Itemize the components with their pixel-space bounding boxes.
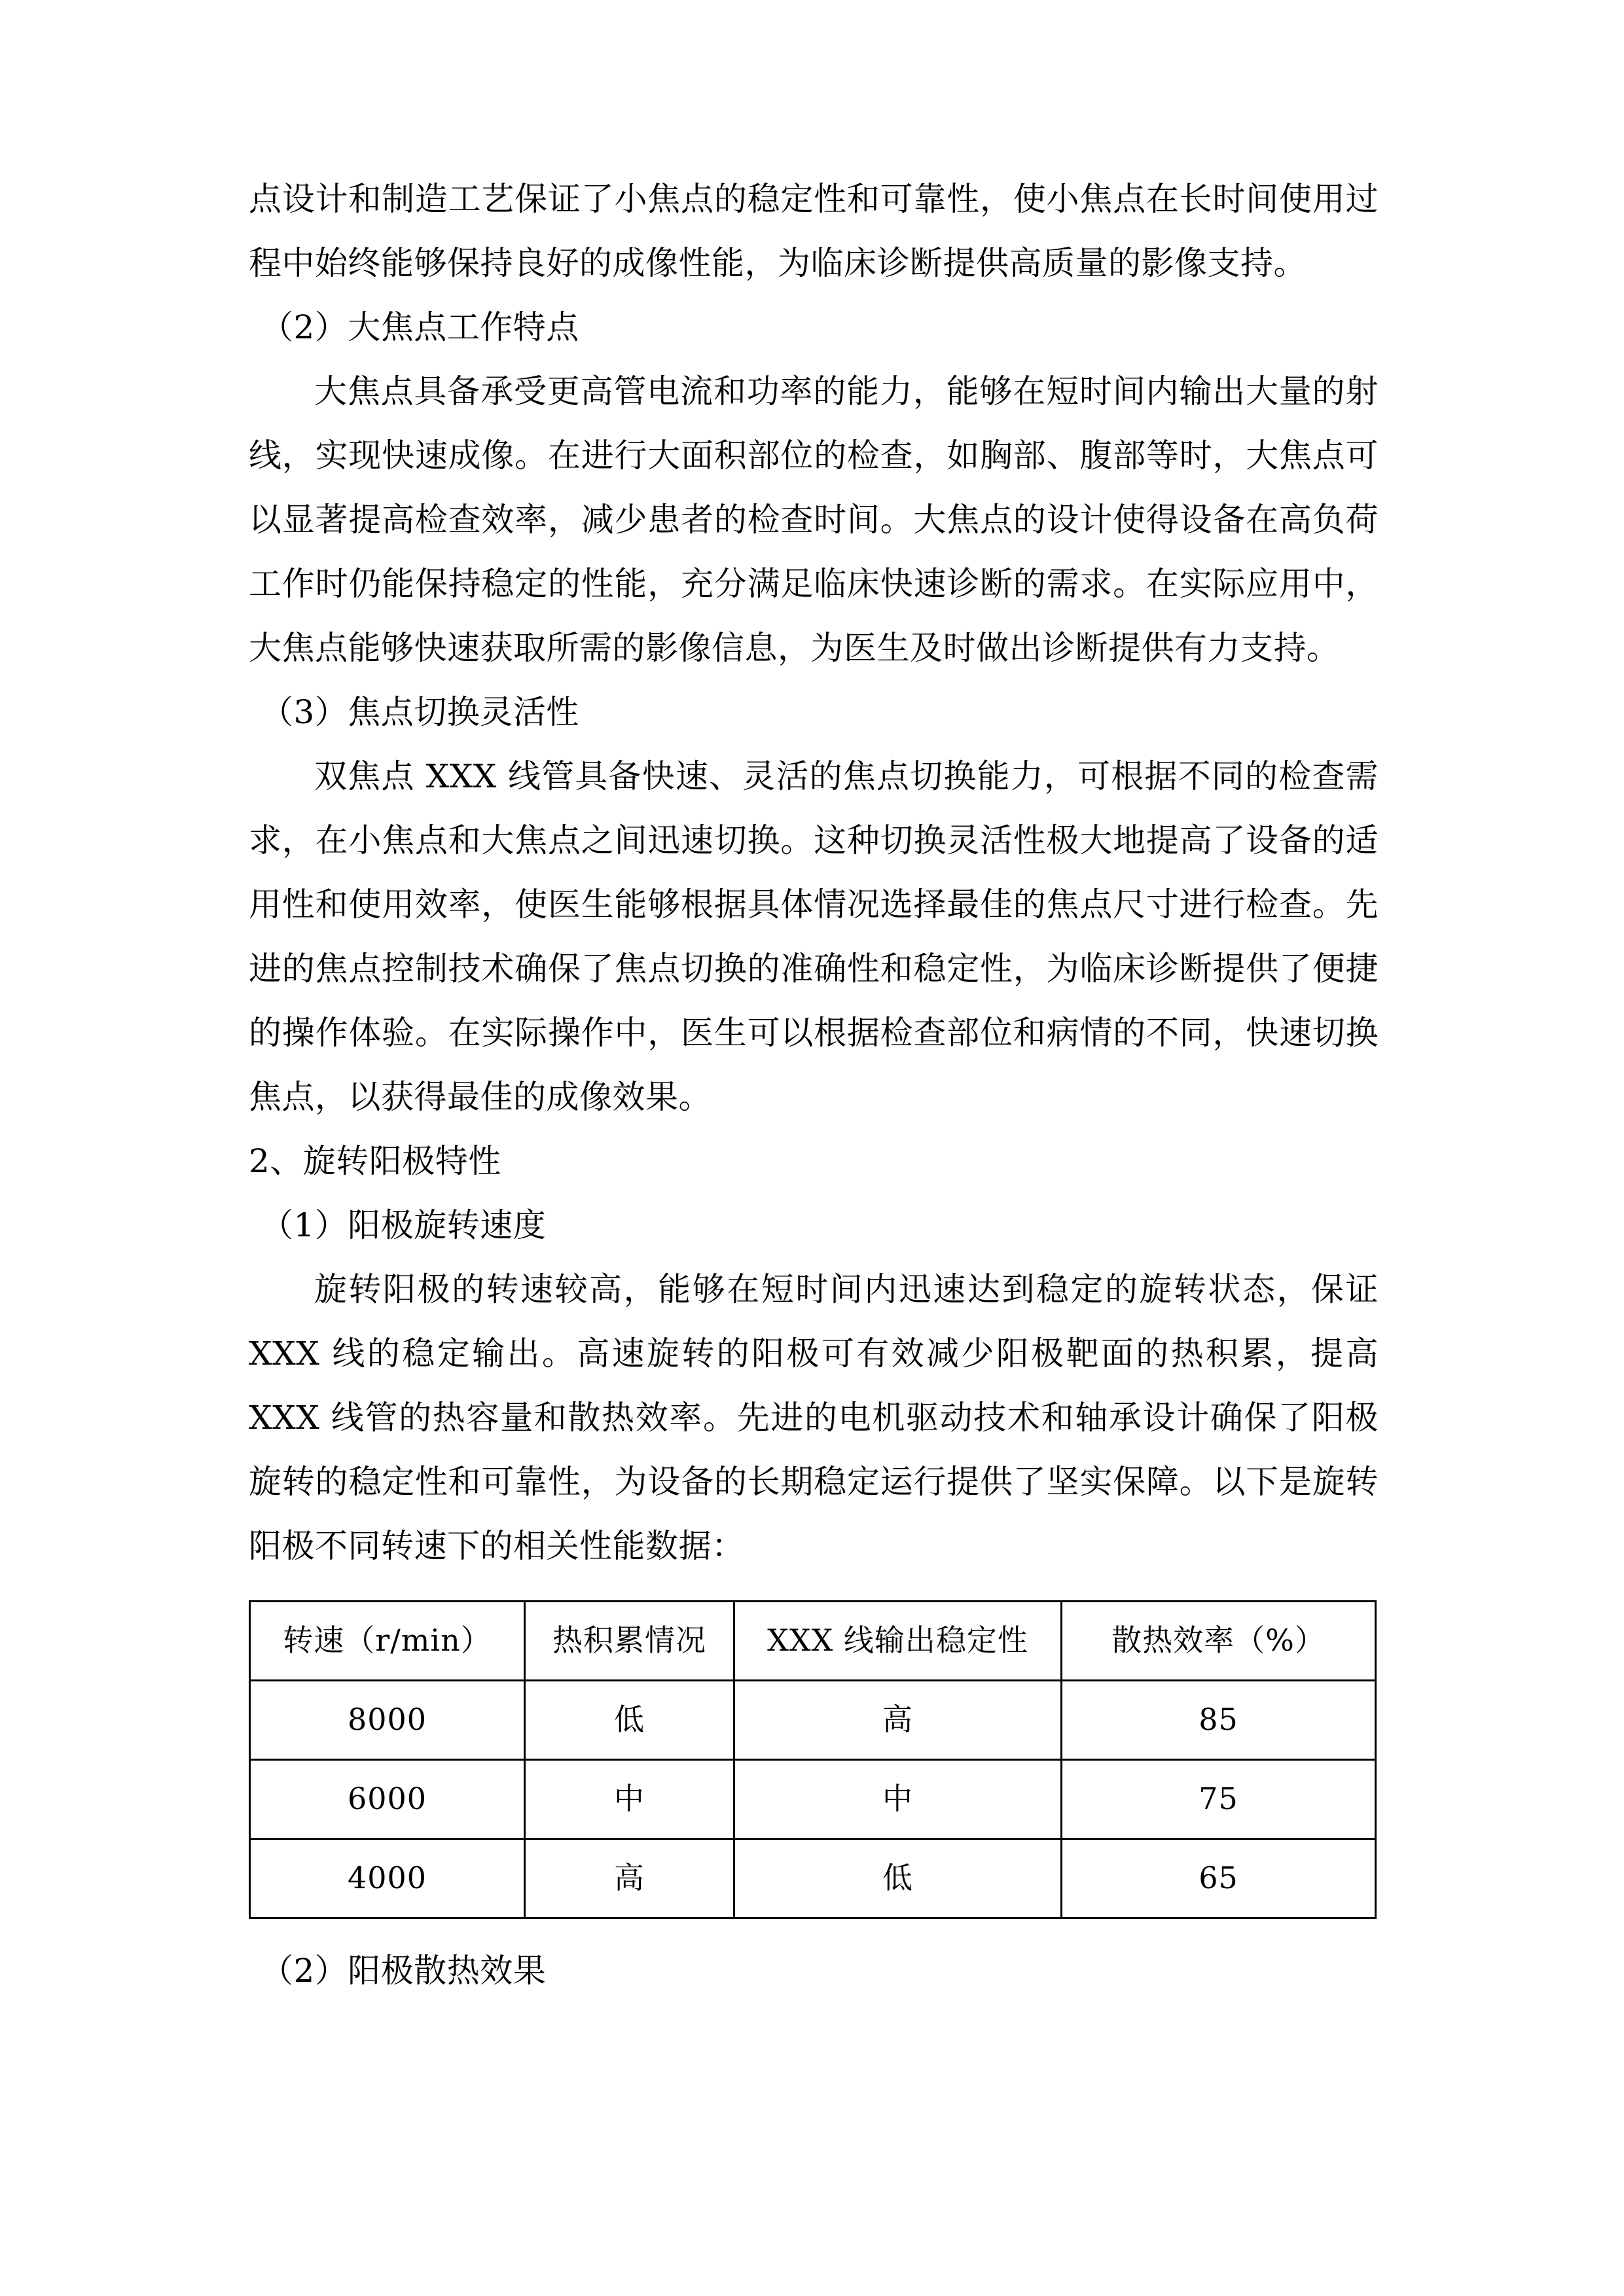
- table-header-cell-heat-dissipation-efficiency: 散热效率（%）: [1062, 1602, 1376, 1681]
- table-row: [250, 1760, 1376, 1839]
- table-cell-output-stability: 中: [734, 1760, 1062, 1839]
- table-cell-output-stability: 高: [734, 1681, 1062, 1760]
- heading-anode-heat-dissipation-effect: （2）阳极散热效果: [261, 1952, 547, 1990]
- table-cell-heat-dissipation-efficiency: 85: [1062, 1681, 1376, 1760]
- anode-speed-performance-table: [249, 1600, 1377, 1919]
- table-cell-heat-accumulation: 高: [525, 1839, 734, 1918]
- heading-large-focus-features: （2）大焦点工作特点: [261, 308, 579, 346]
- heading-focus-switch-flexibility: （3）焦点切换灵活性: [261, 693, 579, 731]
- table-cell-heat-accumulation: 中: [525, 1760, 734, 1839]
- table-cell-speed: 6000: [250, 1760, 525, 1839]
- table-header-cell-heat-accumulation: 热积累情况: [525, 1602, 734, 1681]
- heading-rotating-anode-characteristics: 2、旋转阳极特性: [249, 1142, 501, 1180]
- table-header-cell-speed: 转速（r/min）: [250, 1602, 525, 1681]
- paragraph-anode-rotation-speed: 旋转阳极的转速较高，能够在短时间内迅速达到稳定的旋转状态，保证 XXX 线的稳定输出。高速旋转的阳极可有效减少阳极靶面的热积累，提高 XXX 线管的热容量和散热效率。先进的电机驱动技术和轴承设计确保了阳极旋转的稳定性和可靠性，为设备的长期稳定运行提供了坚实保障。以下是旋转阳极不同转速下的相关性能数据：: [249, 1270, 1379, 1565]
- table-cell-heat-dissipation-efficiency: 75: [1062, 1760, 1376, 1839]
- paragraph-large-focus-features: 大焦点具备承受更高管电流和功率的能力，能够在短时间内输出大量的射线，实现快速成像。在进行大面积部位的检查，如胸部、腹部等时，大焦点可以显著提高检查效率，减少患者的检查时间。大焦点的设计使得设备在高负荷工作时仍能保持稳定的性能，充分满足临床快速诊断的需求。在实际应用中，大焦点能够快速获取所需的影像信息，为医生及时做出诊断提供有力支持。: [249, 372, 1379, 667]
- table-cell-heat-accumulation: 低: [525, 1681, 734, 1760]
- table-cell-heat-dissipation-efficiency: 65: [1062, 1839, 1376, 1918]
- table-header-cell-output-stability: XXX 线输出稳定性: [734, 1602, 1062, 1681]
- table-cell-speed: 8000: [250, 1681, 525, 1760]
- paragraph-small-focus-stability: 点设计和制造工艺保证了小焦点的稳定性和可靠性，使小焦点在长时间使用过程中始终能够保持良好的成像性能，为临床诊断提供高质量的影像支持。: [249, 180, 1379, 282]
- table-row: [250, 1839, 1376, 1918]
- table-cell-speed: 4000: [250, 1839, 525, 1918]
- table-row: [250, 1681, 1376, 1760]
- table-cell-output-stability: 低: [734, 1839, 1062, 1918]
- paragraph-focus-switch-flexibility: 双焦点 XXX 线管具备快速、灵活的焦点切换能力，可根据不同的检查需求，在小焦点和大焦点之间迅速切换。这种切换灵活性极大地提高了设备的适用性和使用效率，使医生能够根据具体情况选择最佳的焦点尺寸进行检查。先进的焦点控制技术确保了焦点切换的准确性和稳定性，为临床诊断提供了便捷的操作体验。在实际操作中，医生可以根据检查部位和病情的不同，快速切换焦点，以获得最佳的成像效果。: [249, 757, 1379, 1116]
- heading-anode-rotation-speed: （1）阳极旋转速度: [261, 1206, 547, 1244]
- table-header-row: [250, 1602, 1376, 1681]
- document-body: [249, 167, 1379, 2003]
